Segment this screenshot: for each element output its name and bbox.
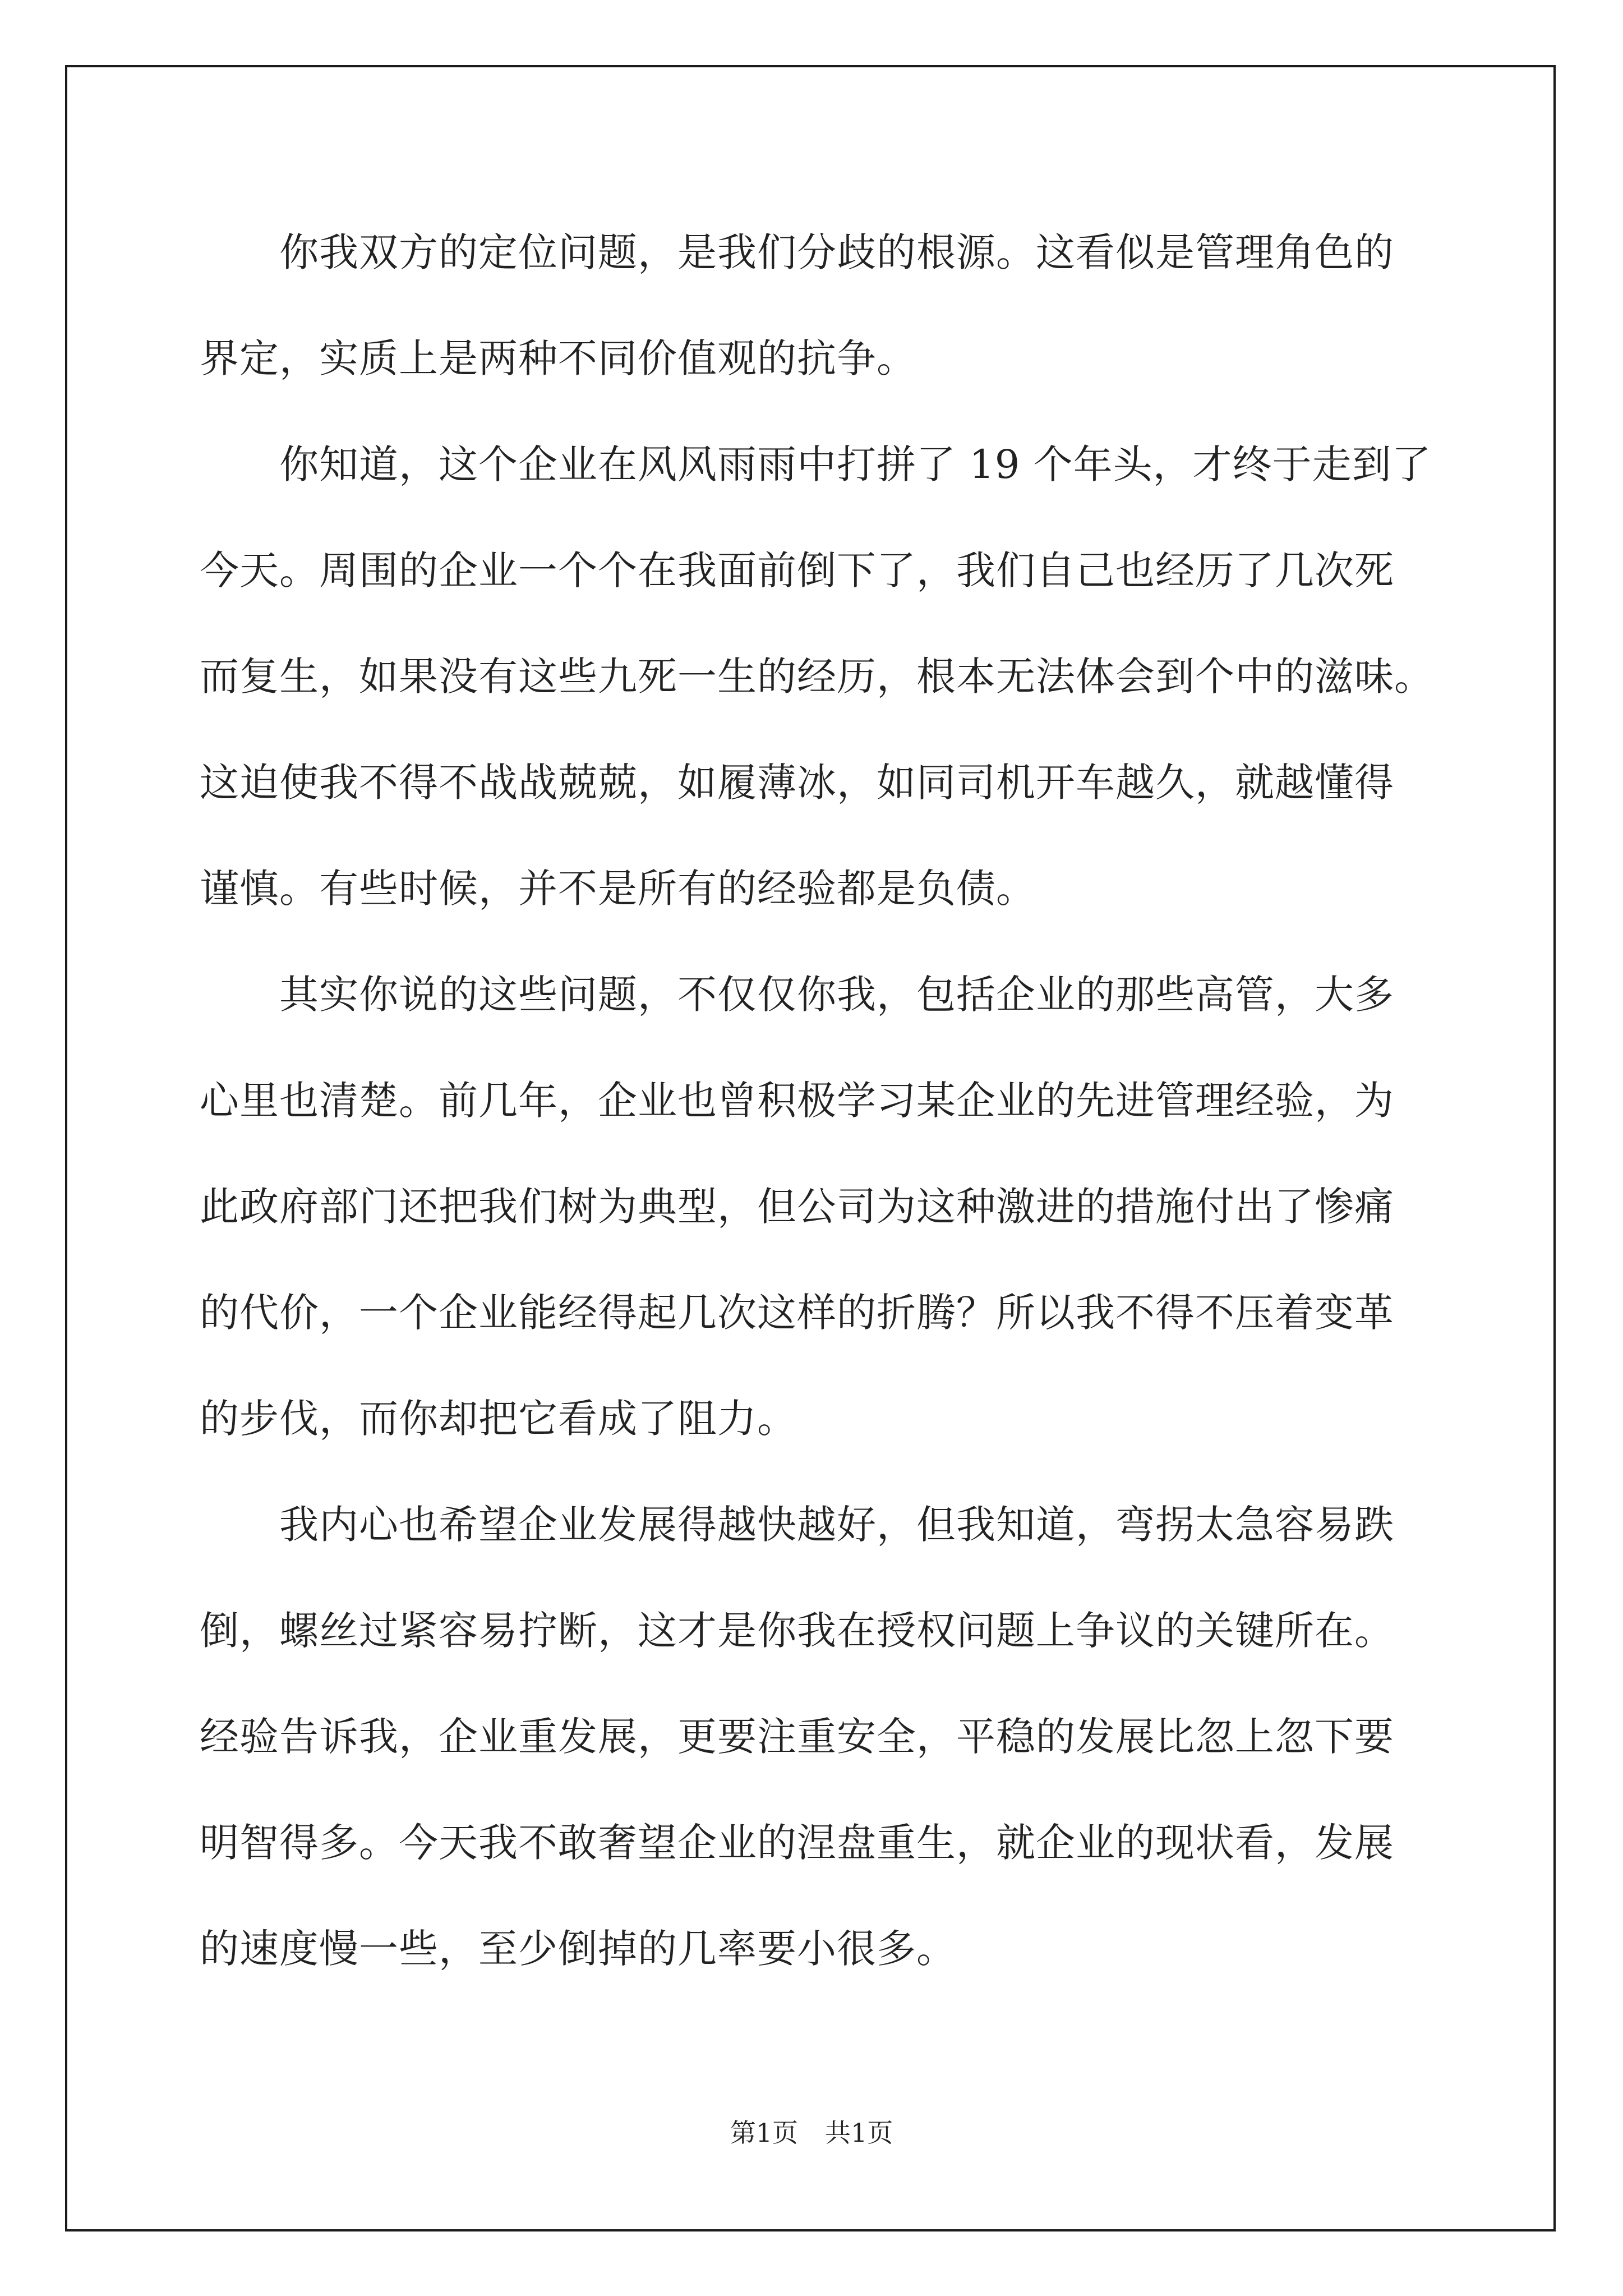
paragraph-1-line-1: 你我双方的定位问题，是我们分歧的根源。这看似是管理角色的 [279, 229, 1394, 275]
paragraph-2-line-4: 这迫使我不得不战战兢兢，如履薄冰，如同司机开车越久，就越懂得 [200, 760, 1394, 806]
paragraph-4-line-4: 明智得多。今天我不敢奢望企业的涅盘重生，就企业的现状看，发展 [200, 1820, 1394, 1866]
paragraph-3-line-5: 的步伐，而你却把它看成了阻力。 [200, 1396, 797, 1442]
paragraph-3-line-2: 心里也清楚。前几年，企业也曾积极学习某企业的先进管理经验，为 [200, 1078, 1394, 1124]
paragraph-4-line-5: 的速度慢一些，至少倒掉的几率要小很多。 [200, 1926, 956, 1972]
paragraph-2-line-5: 谨慎。有些时候，并不是所有的经验都是负债。 [200, 866, 1036, 912]
document-body [200, 221, 1433, 2023]
paragraph-3-line-4: 的代价，一个企业能经得起几次这样的折腾？所以我不得不压着变革 [200, 1290, 1394, 1336]
page-footer [0, 2117, 1623, 2148]
paragraph-4-line-3: 经验告诉我，企业重发展，更要注重安全，平稳的发展比忽上忽下要 [200, 1714, 1394, 1760]
paragraph-2-line-3: 而复生，如果没有这些九死一生的经历，根本无法体会到个中的滋味。 [200, 654, 1434, 700]
page-number: 第1页 [730, 2118, 798, 2148]
paragraph-1-line-2: 界定，实质上是两种不同价值观的抗争。 [200, 335, 916, 381]
page-total: 共1页 [825, 2118, 893, 2148]
paragraph-3-line-1: 其实你说的这些问题，不仅仅你我，包括企业的那些高管，大多 [279, 972, 1394, 1018]
paragraph-3-line-3: 此政府部门还把我们树为典型，但公司为这种激进的措施付出了惨痛 [200, 1184, 1394, 1230]
paragraph-2-line-1: 你知道，这个企业在风风雨雨中打拼了 19 个年头，才终于走到了 [279, 441, 1432, 487]
paragraph-2-line-2: 今天。周围的企业一个个在我面前倒下了，我们自己也经历了几次死 [200, 547, 1394, 593]
paragraph-4-line-1: 我内心也希望企业发展得越快越好，但我知道，弯拐太急容易跌 [279, 1502, 1394, 1548]
paragraph-4-line-2: 倒，螺丝过紧容易拧断，这才是你我在授权问题上争议的关键所在。 [200, 1608, 1394, 1654]
